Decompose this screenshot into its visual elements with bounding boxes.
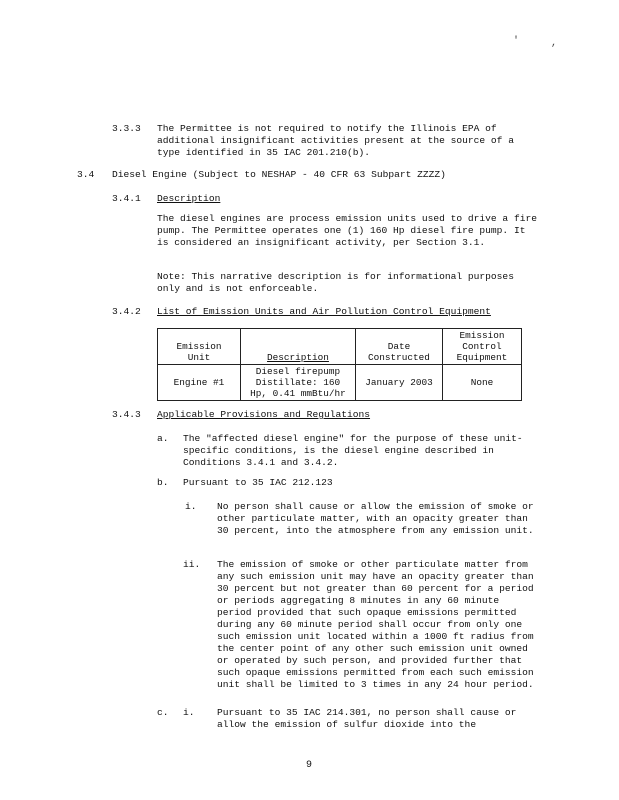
section-3-4-title: Diesel Engine (Subject to NESHAP - 40 CFR 63 Subpart ZZZZ)	[112, 169, 446, 180]
scan-mark: ,	[551, 38, 558, 49]
item-b-i-text: No person shall cause or allow the emission of smoke or other particulate matter, with an opacity greater than 30 percent, into the atmosphere from any emission unit.	[217, 501, 540, 536]
section-3-4-number: 3.4	[77, 169, 95, 180]
note-paragraph: Note: This narrative description is for informational purposes only and is not enforceable.	[157, 271, 520, 294]
item-b-ii-label: ii.	[183, 559, 201, 570]
cell-control: None	[443, 365, 522, 401]
scan-mark: '	[513, 36, 520, 47]
section-3-4-3-title: Applicable Provisions and Regulations	[157, 409, 371, 420]
item-c-i-label: i.	[183, 707, 195, 718]
table-row	[158, 365, 522, 401]
section-3-4-3-number: 3.4.3	[112, 409, 141, 420]
item-c-label: c.	[157, 707, 169, 718]
cell-unit: Engine #1	[158, 365, 241, 401]
section-3-4-1-number: 3.4.1	[112, 193, 141, 204]
section-3-4-2-number: 3.4.2	[112, 306, 141, 317]
table-header-row	[158, 329, 522, 365]
item-b-text: Pursuant to 35 IAC 212.123	[183, 477, 333, 488]
emission-units-table	[157, 328, 522, 401]
description-paragraph: The diesel engines are process emission units used to drive a fire pump. The Permittee operates one (1) 160 Hp diesel fire pump. It is considered an insignificant activity, per Section 3.1.	[157, 213, 543, 248]
cell-description: Diesel firepump Distillate: 160 Hp, 0.41 mmBtu/hr	[241, 365, 356, 401]
header-control-equipment: Emission Control Equipment	[443, 329, 522, 365]
header-date-constructed: Date Constructed	[356, 329, 443, 365]
section-3-4-1-title: Description	[157, 193, 221, 204]
item-c-i-text: Pursuant to 35 IAC 214.301, no person shall cause or allow the emission of sulfur dioxide into the	[217, 707, 523, 730]
section-3-3-3-text: The Permittee is not required to notify the Illinois EPA of additional insignificant activities present at the source of a type identified in 35 IAC 201.210(b).	[157, 123, 520, 158]
header-description: Description	[241, 329, 356, 365]
cell-date: January 2003	[356, 365, 443, 401]
page-number: 9	[306, 760, 313, 771]
item-a-text: The "affected diesel engine" for the purpose of these unit-specific conditions, is the diesel engine described in Conditions 3.4.1 and 3.4.2.	[183, 433, 523, 468]
item-b-ii-text: The emission of smoke or other particulate matter from any such emission unit may have an opacity greater than 30 percent but not greater than 60 percent for a period or periods aggregating 8 minutes in any 60 minute period provided that such opaque emissions permitted during any 60 minute period shall occur from only one such emission unit located within a 1000 ft radius from the center point of any other such emission unit owned or operated by such person, and provided further that such opaque emissions permitted from each such emission unit shall be limited to 3 times in any 24 hour period.	[217, 559, 540, 690]
item-b-label: b.	[157, 477, 169, 488]
section-3-3-3-number: 3.3.3	[112, 123, 141, 134]
item-b-i-label: i.	[185, 501, 197, 512]
item-a-label: a.	[157, 433, 169, 444]
header-emission-unit: Emission Unit	[158, 329, 241, 365]
section-3-4-2-title: List of Emission Units and Air Pollution Control Equipment	[157, 306, 491, 317]
